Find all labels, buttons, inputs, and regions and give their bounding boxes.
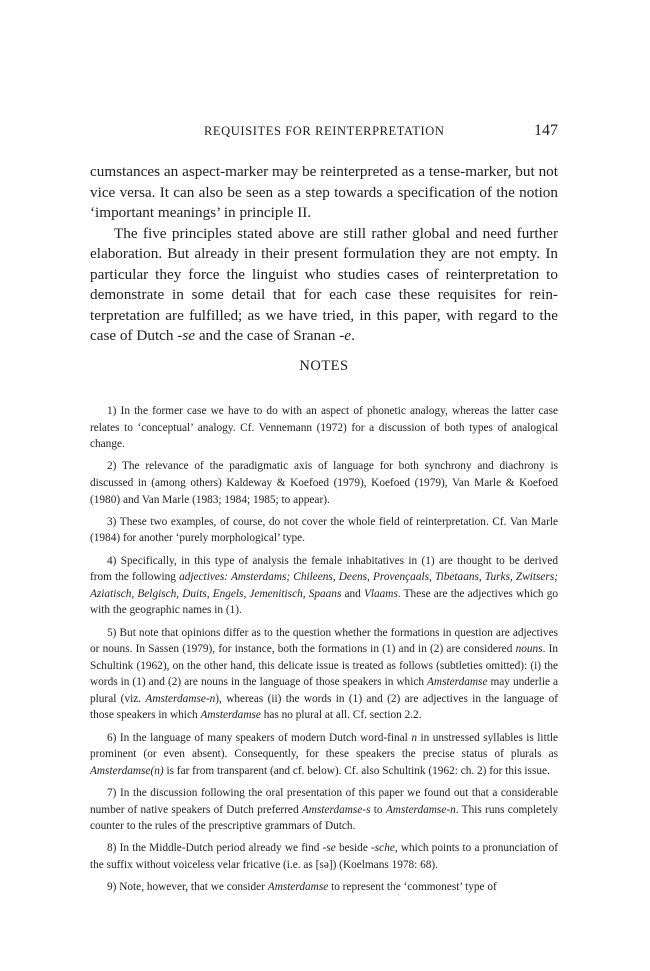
note-7 bbox=[90, 785, 558, 835]
note-4-vlaams: Vlaams bbox=[363, 587, 398, 600]
note-4-text-a: 4) Specifically, in this type of analysis the female inhabitatives in (1) are thought to be derived from the following bbox=[90, 554, 558, 584]
note-7-text-c: . This runs completely counter to the rules of the prescriptive grammars of Dutch. bbox=[90, 803, 559, 833]
body-text bbox=[90, 162, 558, 347]
paragraph-2-text-b: and the case of Sranan bbox=[195, 327, 340, 344]
note-2 bbox=[90, 458, 558, 508]
page-number: 147 bbox=[534, 122, 558, 139]
note-2-text: 2) The relevance of the paradigmatic axis of language for both synchrony and diachrony is discussed in (among others) Kaldeway & Koefoed (1979), Koefoed (1979), Van Marle & Koefoed (1980) and Van Marle (1983; 1984; 1985; to appear). bbox=[90, 460, 558, 506]
note-4-text-b: and bbox=[341, 587, 364, 600]
note-5-text-d: ), whereas (ii) the words in (1) and (2) are adjectives in the language of those speakers in which bbox=[90, 692, 558, 722]
note-9-text-a: 9) Note, however, that we consider bbox=[107, 881, 268, 894]
note-5 bbox=[90, 625, 558, 725]
note-5-text-b: . In Schultink (1962), on the other hand, this delicate issue is treated as follows (subtleties omitted): (i) the words in (1) and (2) are nouns in the language of those speakers in which bbox=[90, 643, 558, 689]
note-3 bbox=[90, 514, 558, 547]
note-5-text-a: 5) But note that opinions differ as to the question whether the formations in question are adjectives or nouns. In Sassen (1979), for instance, both the formations in (1) and in (2) are considered bbox=[90, 626, 558, 656]
note-4 bbox=[90, 553, 558, 619]
note-9-text-b: to represent the ‘commonest’ type of bbox=[328, 881, 497, 894]
paragraph-2-text: The five principles stated above are still rather global and need further elaboration. But already in their present formulation they are not empty. In particular they force the linguist who studies cases of reinterpretation to demonstrate in some detail that for each case these requisites for rein-terpretation are fulfilled; as we have tried, in this paper, with regard to the case of Dutch bbox=[90, 224, 558, 344]
paragraph-2 bbox=[90, 224, 558, 347]
notes-list bbox=[90, 403, 558, 901]
suffix-se: -se bbox=[177, 327, 196, 344]
note-6-amsterdamse-n: Amsterdamse(n) bbox=[90, 764, 164, 777]
note-5-text-c: may underlie a plural (viz. bbox=[90, 676, 558, 705]
notes-heading: NOTES bbox=[299, 358, 349, 374]
paragraph-1-text: cumstances an aspect-marker may be reinterpreted as a tense-marker, but not vice versa. It can also be seen as a step towards a specification of the notion ‘important meanings’ in principle II. bbox=[90, 163, 558, 221]
note-8-text-b: beside bbox=[335, 842, 372, 855]
note-6 bbox=[90, 730, 558, 780]
note-1 bbox=[90, 403, 558, 453]
note-5-amsterdamse-2: Amsterdamse bbox=[200, 709, 261, 722]
note-8-text-c: , which points to a pronunciation of the suffix without voiceless velar fricative (i.e. as [sə]) (Koelmans 1978: 68). bbox=[90, 842, 558, 871]
running-header bbox=[90, 124, 558, 144]
note-7-text-b: to bbox=[370, 803, 386, 816]
paragraph-1 bbox=[90, 162, 558, 224]
note-8-se: -se bbox=[322, 842, 336, 855]
note-3-text: 3) These two examples, of course, do not cover the whole field of reinterpretation. Cf. Van Marle (1984) for another ‘purely morphological’ type. bbox=[90, 515, 558, 545]
note-7-text-a: 7) In the discussion following the oral presentation of this paper we found out that a considerable number of native speakers of Dutch preferred bbox=[90, 787, 558, 816]
note-5-nouns: nouns bbox=[515, 643, 543, 656]
running-title: REQUISITES FOR REINTERPRETATION bbox=[204, 124, 445, 138]
suffix-e: -e bbox=[339, 327, 352, 344]
paragraph-2-text-c: . bbox=[351, 327, 355, 344]
note-7-amsterdamse-n: Amsterdamse-n bbox=[385, 803, 456, 816]
note-8-sche: -sche bbox=[371, 842, 395, 855]
note-5-text-e: has no plural at all. Cf. section 2.2. bbox=[260, 709, 422, 722]
note-5-amsterdamse: Amsterdamse bbox=[427, 676, 488, 689]
note-6-text-c: is far from transparent (and cf. below). Cf. also Schultink (1962: ch. 2) for this issue. bbox=[163, 764, 550, 777]
note-7-amsterdamse-s: Amsterdamse-s bbox=[301, 803, 371, 816]
note-9 bbox=[90, 879, 558, 896]
note-1-text: 1) In the former case we have to do with an aspect of phonetic analogy, whereas the latter case relates to ‘conceptual’ analogy. Cf. Vennemann (1972) for a discussion of both types of analogical change. bbox=[90, 405, 558, 451]
note-6-n: n bbox=[411, 731, 417, 744]
note-8 bbox=[90, 840, 558, 873]
note-4-adjectives: adjectives: Amsterdams; Chileens, Deens, Provençaals, Tibetaans, Turks, Zwitsers; Aziatisch, Belgisch, Duits, Engels, Jemenitisch, Spaans bbox=[90, 571, 558, 600]
note-6-text-b: in unstressed syllables is little prominent (or even absent). Consequently, for these speakers the precise status of plurals as bbox=[90, 731, 559, 761]
note-6-text-a: 6) In the language of many speakers of modern Dutch word-final bbox=[107, 731, 412, 744]
note-9-amsterdamse: Amsterdamse bbox=[267, 881, 329, 894]
note-4-text-c: . These are the adjectives which go with the geographic names in (1). bbox=[90, 587, 558, 617]
note-5-amsterdamse-n: Amsterdamse-n bbox=[145, 692, 216, 705]
note-8-text-a: 8) In the Middle-Dutch period already we find bbox=[107, 842, 323, 855]
